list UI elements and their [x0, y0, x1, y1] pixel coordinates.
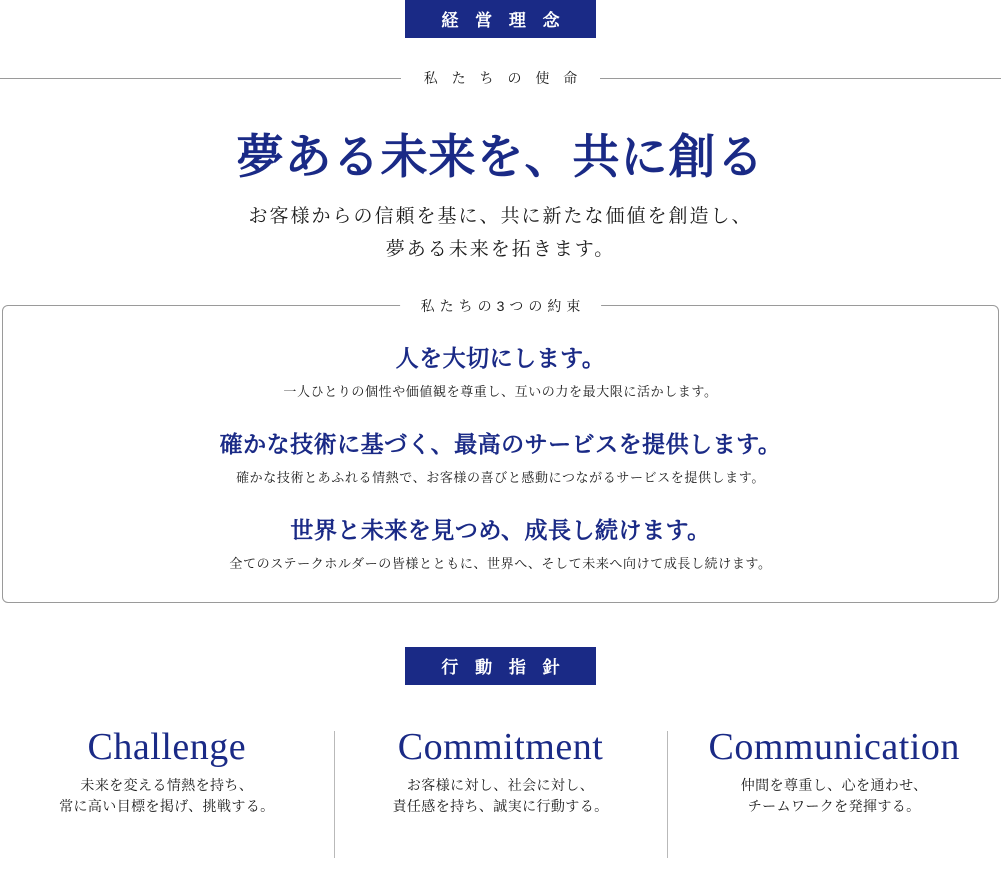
promise-description: 全てのステークホルダーの皆様とともに、世界へ、そして未来へ向けて成長し続けます。 — [229, 555, 772, 571]
promise-description: 一人ひとりの個性や価値観を尊重し、互いの力を最大限に活かします。 — [283, 383, 718, 399]
mission-body-line-2: 夢ある未来を拓きます。 — [385, 239, 616, 261]
guideline-description-line-2: チームワークを発揮する。 — [747, 798, 921, 815]
mission-block — [0, 130, 1001, 267]
promise-item — [23, 512, 978, 572]
guideline-description — [673, 775, 995, 818]
guideline-description-line-2: 責任感を持ち、誠実に行動する。 — [392, 798, 609, 815]
promises-legend: 私たちの3つの約束 — [400, 296, 602, 316]
mission-rule-label: 私 た ち の 使 命 — [423, 70, 583, 86]
guideline-description — [340, 775, 662, 818]
guideline-description — [6, 775, 328, 818]
guideline-title: Commitment — [397, 725, 604, 768]
philosophy-banner-wrap — [0, 0, 1001, 38]
guideline-description-line-1: 仲間を尊重し、心を通わせ、 — [740, 776, 928, 793]
guidelines-banner-wrap — [0, 647, 1001, 685]
promise-title: 人を大切にします。 — [395, 344, 606, 371]
promise-title: 確かな技術に基づく、最高のサービスを提供します。 — [219, 430, 782, 457]
mission-rule — [0, 68, 1001, 88]
guidelines-banner: 行 動 指 針 — [405, 647, 595, 685]
guideline-title: Communication — [708, 725, 960, 768]
guideline-item-commitment — [334, 725, 668, 818]
rule-line-left — [0, 78, 401, 79]
mission-body — [0, 200, 1001, 267]
rule-line-right — [600, 78, 1001, 79]
promise-title: 世界と未来を見つめ、成長し続けます。 — [290, 516, 711, 543]
guideline-title: Challenge — [87, 725, 247, 768]
mission-body-line-1: お客様からの信頼を基に、共に新たな価値を創造し、 — [248, 206, 753, 228]
mission-heading: 夢ある未来を、共に創る — [236, 130, 765, 183]
guideline-description-line-2: 常に高い目標を掲げ、挑戦する。 — [59, 798, 275, 815]
philosophy-banner: 経 営 理 念 — [405, 0, 595, 38]
promise-item — [23, 340, 978, 400]
guideline-item-challenge — [0, 725, 334, 818]
guideline-description-line-1: お客様に対し、社会に対し、 — [406, 776, 595, 793]
promise-description: 確かな技術とあふれる情熱で、お客様の喜びと感動につながるサービスを提供します。 — [236, 469, 765, 485]
guidelines-list — [0, 725, 1001, 818]
promises-box — [2, 297, 999, 603]
guideline-description-line-1: 未来を変える情熱を持ち、 — [80, 776, 254, 793]
promise-item — [23, 426, 978, 486]
guideline-item-communication — [667, 725, 1001, 818]
